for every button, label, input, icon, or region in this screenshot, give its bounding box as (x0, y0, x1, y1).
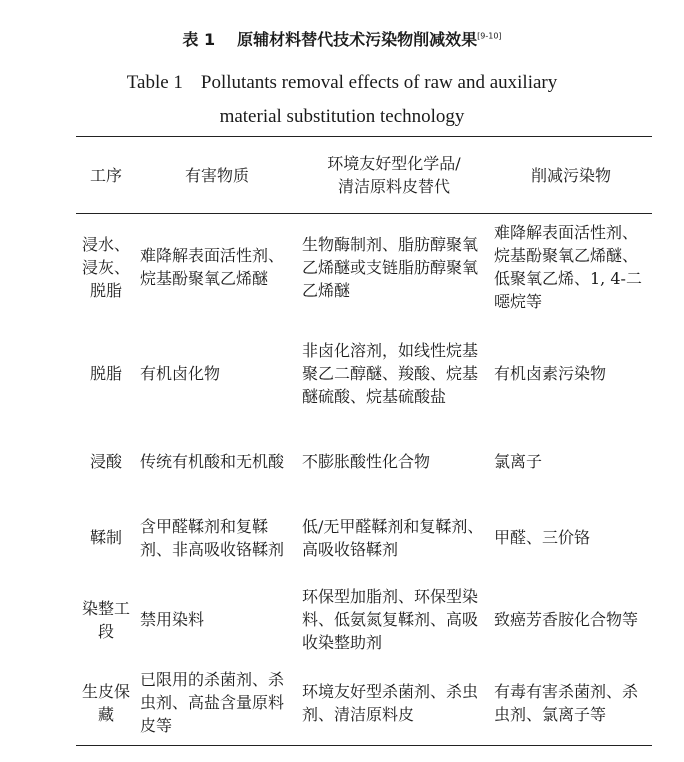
cell-process: 染整工段 (81, 598, 130, 641)
cell-harmful: 已限用的杀菌剂、杀虫剂、高盐含量原料皮等 (140, 670, 285, 736)
table-row (76, 427, 652, 497)
table-header-row (76, 137, 652, 214)
header-process: 工序 (89, 165, 122, 185)
cell-reduced: 有毒有害杀菌剂、杀虫剂、氯离子等 (494, 681, 639, 724)
table-number-cn: 表 1 (182, 30, 216, 49)
cell-reduced: 甲醛、三价铬 (494, 528, 591, 547)
cell-replacement: 非卤化溶剂，如线性烷基聚乙二醇醚、羧酸、烷基醚硫酸、烷基硫酸盐 (302, 341, 479, 406)
cell-replacement: 环境友好型杀菌剂、杀虫剂、清洁原料皮 (302, 681, 479, 724)
header-reduced-pollutant: 削减污染物 (530, 165, 611, 185)
table-title-chinese (0, 27, 684, 50)
cell-reduced: 有机卤素污染物 (494, 364, 607, 383)
cell-reduced: 难降解表面活性剂、烷基酚聚氧乙烯醚、低聚氧乙烯、1, 4-二噁烷等 (494, 223, 642, 312)
table-row (76, 497, 652, 579)
cell-reduced: 氯离子 (494, 452, 543, 471)
cell-replacement: 环保型加脂剂、环保型染料、低氨氮复鞣剂、高吸收染整助剂 (302, 587, 479, 652)
table-row (76, 214, 652, 321)
header-harmful-substance: 有害物质 (184, 165, 249, 185)
table-title-en-line1: Pollutants removal effects of raw and auxiliary (200, 72, 558, 93)
table-number-en: Table 1 (126, 72, 183, 93)
header-replacement: 环境友好型化学品/清洁原料皮替代 (327, 154, 461, 196)
cell-harmful: 传统有机酸和无机酸 (140, 452, 285, 471)
cell-harmful: 禁用染料 (140, 610, 205, 629)
cell-process: 脱脂 (89, 364, 122, 383)
cell-reduced: 致癌芳香胺化合物等 (494, 610, 639, 629)
cell-process: 生皮保藏 (81, 681, 130, 724)
cell-process: 鞣制 (89, 528, 122, 547)
cell-replacement: 低/无甲醛鞣剂和复鞣剂、高吸收铬鞣剂 (302, 516, 484, 559)
cell-harmful: 含甲醛鞣剂和复鞣剂、非高吸收铬鞣剂 (140, 516, 285, 559)
pollutant-table (76, 136, 652, 746)
cell-process: 浸酸 (89, 452, 122, 471)
cell-harmful: 有机卤化物 (140, 364, 221, 383)
cell-replacement: 不膨胀酸性化合物 (302, 452, 431, 471)
table-row (76, 321, 652, 427)
table-title-english (0, 66, 684, 134)
table-row (76, 661, 652, 746)
table-title-en-line2: material substitution technology (219, 106, 465, 127)
table-title-cn-text: 原辅材料替代技术污染物削减效果 (237, 30, 478, 49)
cell-harmful: 难降解表面活性剂、烷基酚聚氧乙烯醚 (140, 246, 285, 289)
table-row (76, 579, 652, 661)
reference-marker: [9-10] (477, 31, 502, 41)
cell-replacement: 生物酶制剂、脂肪醇聚氧乙烯醚或支链脂肪醇聚氧乙烯醚 (302, 234, 479, 300)
cell-process: 浸水、浸灰、脱脂 (81, 234, 130, 300)
